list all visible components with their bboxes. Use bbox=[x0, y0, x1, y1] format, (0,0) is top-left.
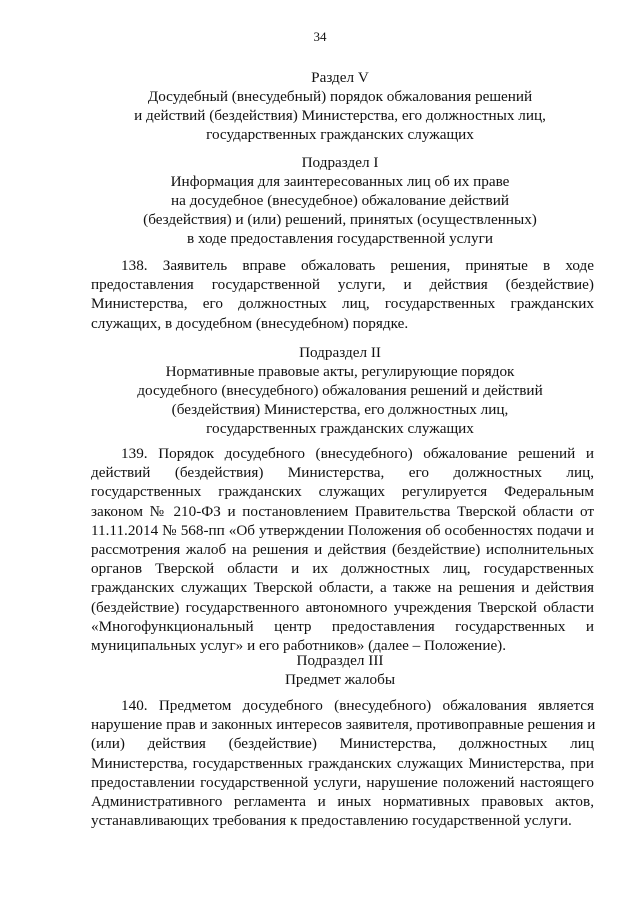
subsection-heading-line: в ходе предоставления государственной услуги bbox=[187, 230, 493, 247]
page-number: 34 bbox=[313, 29, 327, 44]
paragraph-line: нарушение прав и законных интересов заявителя, противоправные решения и bbox=[91, 716, 596, 734]
subsection-2-heading bbox=[80, 343, 600, 438]
section-v-heading bbox=[80, 68, 600, 144]
section-title: Раздел V bbox=[311, 69, 369, 86]
paragraph-139 bbox=[91, 444, 594, 655]
paragraph-140 bbox=[91, 696, 594, 830]
paragraph-line: Министерства, его должностных лиц, государственных гражданских bbox=[91, 295, 594, 313]
section-heading-line: государственных гражданских служащих bbox=[206, 126, 474, 143]
subsection-heading-line: государственных гражданских служащих bbox=[206, 420, 474, 437]
subsection-heading-line: (бездействия) и (или) решений, принятых (осуществленных) bbox=[143, 211, 537, 228]
paragraph-line: муниципальных услуг» и его работников» (далее – Положение). bbox=[91, 637, 507, 655]
paragraph-line: Административного регламента и иных нормативных правовых актов, bbox=[91, 793, 594, 811]
paragraph-line: «Многофункциональный центр предоставления государственных и bbox=[91, 617, 594, 635]
paragraph-line: действий (бездействия) Министерства, его должностных лиц, bbox=[91, 464, 594, 482]
subsection-1-heading bbox=[80, 153, 600, 248]
subsection-heading-line: Нормативные правовые акты, регулирующие порядок bbox=[165, 363, 515, 380]
subsection-title: Подраздел III bbox=[296, 652, 384, 669]
paragraph-line: органов Тверской области и их должностных лиц, государственных bbox=[91, 560, 594, 578]
section-heading-line: Досудебный (внесудебный) порядок обжалования решений bbox=[147, 88, 533, 105]
paragraph-line: 138. Заявитель вправе обжаловать решения, принятые в ходе bbox=[121, 257, 594, 274]
subsection-heading-line: досудебного (внесудебного) обжалования решений и действий bbox=[137, 382, 543, 399]
subsection-3-heading bbox=[80, 651, 600, 689]
paragraph-line: гражданских служащих Тверской области, а также на решения и действия bbox=[91, 579, 594, 597]
paragraph-line: государственных гражданских служащих регулируется Федеральным bbox=[91, 483, 594, 501]
subsection-heading-line: Информация для заинтересованных лиц об их праве bbox=[170, 173, 510, 190]
subsection-heading-line: на досудебное (внесудебное) обжалование действий bbox=[171, 192, 509, 209]
paragraph-138 bbox=[91, 256, 594, 333]
paragraph-line: 140. Предметом досудебного (внесудебного) обжалования является bbox=[121, 697, 594, 714]
paragraph-line: служащих, в досудебном (внесудебном) порядке. bbox=[91, 314, 409, 332]
paragraph-line: (или) действия (бездействие) Министерства, должностных лиц bbox=[91, 735, 594, 753]
paragraph-line: предоставлении государственной услуги, нарушение положений настоящего bbox=[91, 773, 594, 791]
section-heading-line: и действий (бездействия) Министерства, его должностных лиц, bbox=[134, 107, 546, 124]
paragraph-line: 11.11.2014 № 568-пп «Об утверждении Положения об особенностях подачи и bbox=[91, 521, 594, 539]
subsection-title: Подраздел II bbox=[299, 344, 381, 361]
paragraph-line: Министерства, государственных гражданских служащих Министерства, при bbox=[91, 754, 594, 772]
paragraph-line: (бездействие) государственного автономного учреждения Тверской области bbox=[91, 598, 594, 616]
subsection-heading-line: (бездействия) Министерства, его должностных лиц, bbox=[171, 401, 509, 418]
paragraph-line: предоставления государственной услуги, и действия (бездействие) bbox=[91, 276, 594, 294]
subsection-title: Подраздел I bbox=[301, 154, 379, 171]
paragraph-line: 139. Порядок досудебного (внесудебного) обжалование решений и bbox=[121, 445, 594, 462]
paragraph-line: устанавливающих требования к предоставлению государственной услуги. bbox=[91, 812, 572, 830]
paragraph-line: законом № 210-ФЗ и постановлением Правительства Тверской области от bbox=[91, 502, 594, 520]
subsection-heading-line: Предмет жалобы bbox=[284, 671, 396, 688]
paragraph-line: рассмотрения жалоб на решения и действия (бездействие) исполнительных bbox=[91, 541, 594, 559]
